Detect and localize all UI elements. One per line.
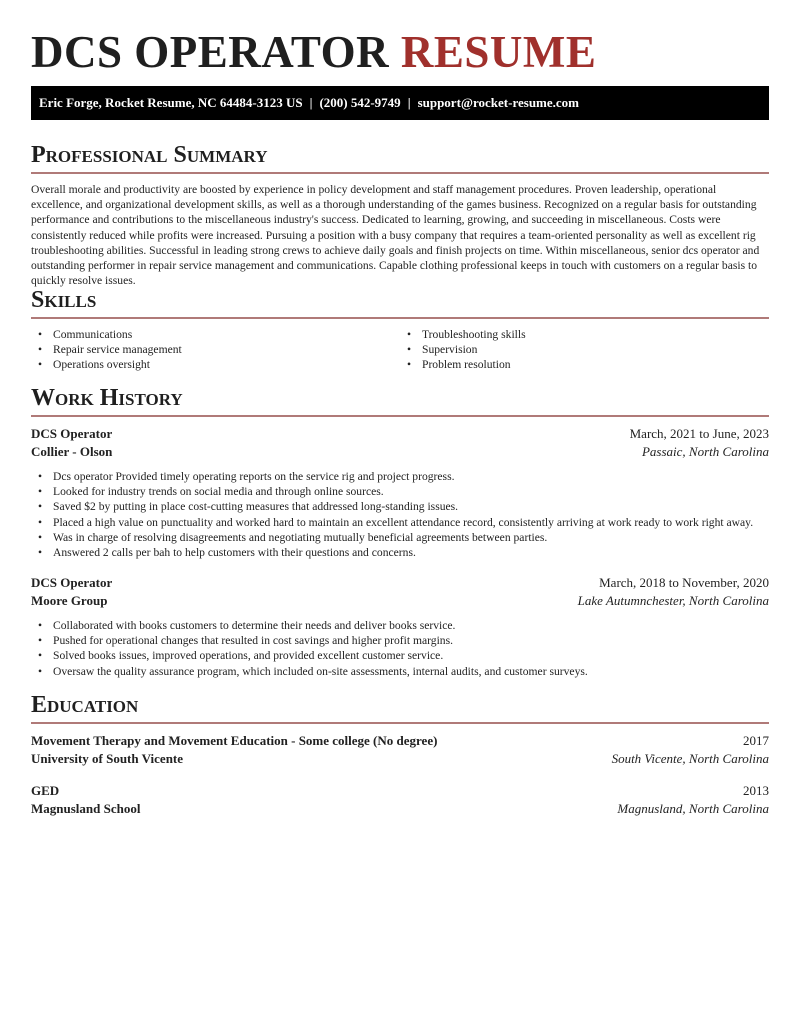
summary-text: Overall morale and productivity are boosted by experience in policy development and staff management procedures. Proven leadership, operational excellence, and organizational development skills, as well as a thorough understanding of the games business. Recognized on a regular basis for outstanding performance and contributions to the miscellaneous industry's success. Dedicated to learning, growing, and succeeding in miscellaneous. Costs were consistently reduced while profits were increased. Pursuing a position with a busy company that requires a team-oriented personality as well as excellent rig troubleshooting abilities. Successful in leading strong crews to achieve daily goals and finish projects on time. Within miscellaneous, senior dcs operator and outstanding performer in repair service management and communications. Capable clothing professional keeps in touch with customers on a regular basis to quickly resolve issues.: [31, 183, 760, 288]
skills-list-right: [400, 327, 769, 373]
separator: |: [309, 95, 313, 110]
separator: |: [407, 95, 411, 110]
job-dates: March, 2021 to June, 2023: [629, 426, 769, 441]
job-bullet: • Saved $2 by putting in place cost-cutting measures that addressed long-standing issues.: [31, 499, 769, 514]
degree: GED: [31, 783, 60, 798]
title-accent: RESUME: [400, 27, 597, 77]
skill-item: • Problem resolution: [400, 357, 769, 372]
contact-email: support@rocket-resume.com: [417, 95, 580, 110]
section-heading: Education: [31, 692, 139, 718]
section-heading: Professional Summary: [31, 142, 268, 168]
job-title: DCS Operator: [31, 575, 113, 590]
skills-list-left: [31, 327, 400, 373]
education-entry: [31, 782, 769, 818]
skill-item: • Troubleshooting skills: [400, 327, 769, 342]
degree: Movement Therapy and Movement Education - Some college (No degree): [31, 733, 438, 748]
job-title: DCS Operator: [31, 426, 113, 441]
contact-phone: (200) 542-9749: [319, 95, 401, 110]
job-location: Lake Autumnchester, North Carolina: [577, 593, 769, 608]
job-bullet: • Oversaw the quality assurance program, which included on-site assessments, internal audits, and customer surveys.: [31, 664, 769, 679]
divider: [31, 415, 769, 417]
job-bullet: • Looked for industry trends on social media and through online sources.: [31, 484, 769, 499]
skill-item: • Operations oversight: [31, 357, 400, 372]
education-section: [31, 691, 769, 724]
job-dates: March, 2018 to November, 2020: [599, 575, 769, 590]
education-entry: [31, 732, 769, 768]
divider: [31, 722, 769, 724]
section-heading: Work History: [31, 385, 183, 411]
job-bullets: [31, 618, 769, 679]
work-history-section: [31, 384, 769, 417]
job-bullet: • Pushed for operational changes that resulted in cost savings and higher profit margins.: [31, 633, 769, 648]
divider: [31, 172, 769, 174]
edu-location: Magnusland, North Carolina: [617, 801, 769, 816]
job-bullet: • Dcs operator Provided timely operating reports on the service rig and project progress.: [31, 469, 769, 484]
job-company: Moore Group: [31, 593, 108, 608]
contact-bar: [31, 86, 769, 120]
job-bullet: • Collaborated with books customers to determine their needs and deliver books service.: [31, 618, 769, 633]
summary-section: [31, 141, 769, 288]
title-main: DCS OPERATOR: [31, 27, 390, 77]
job-entry: [31, 574, 769, 679]
job-bullet: • Placed a high value on punctuality and worked hard to maintain an excellent attendance record, consistently arriving at work ready to work right away.: [31, 515, 769, 530]
skill-item: • Supervision: [400, 342, 769, 357]
skill-item: • Communications: [31, 327, 400, 342]
edu-year: 2013: [743, 783, 769, 798]
edu-year: 2017: [743, 733, 769, 748]
section-heading: Skills: [31, 287, 97, 313]
school: University of South Vicente: [31, 751, 184, 766]
job-location: Passaic, North Carolina: [641, 444, 769, 459]
job-entry: [31, 425, 769, 560]
job-bullet: • Answered 2 calls per bah to help customers with their questions and concerns.: [31, 545, 769, 560]
skills-section: [31, 286, 769, 373]
job-bullet: • Solved books issues, improved operations, and provided excellent customer service.: [31, 648, 769, 663]
contact-address: Eric Forge, Rocket Resume, NC 64484-3123 US: [39, 95, 303, 110]
job-bullet: • Was in charge of resolving disagreements and negotiating mutually beneficial agreements between parties.: [31, 530, 769, 545]
divider: [31, 317, 769, 319]
school: Magnusland School: [31, 801, 141, 816]
skill-item: • Repair service management: [31, 342, 400, 357]
job-bullets: [31, 469, 769, 560]
edu-location: South Vicente, North Carolina: [611, 751, 769, 766]
resume-title: [31, 26, 596, 78]
job-company: Collier - Olson: [31, 444, 113, 459]
